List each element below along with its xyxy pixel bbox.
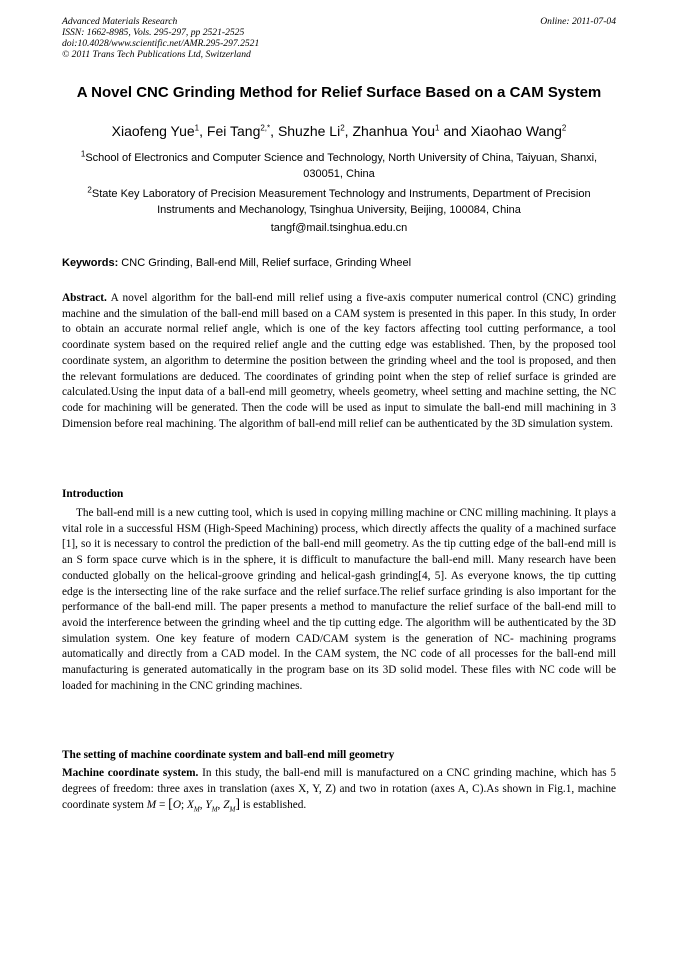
copyright-line: © 2011 Trans Tech Publications Ltd, Switzerland	[62, 49, 251, 60]
doi-line: doi:10.4028/www.scientific.net/AMR.295-297.2521	[62, 38, 260, 49]
abstract-label: Abstract.	[62, 292, 107, 304]
abstract	[62, 291, 616, 432]
affiliation-1: $^1$School of Electronics and Computer Science and Technology, North University of China, Taiyuan, Shanxi, 030051, China	[80, 149, 598, 180]
machine-coordinate-paragraph: Machine coordinate system. In this study, the ball-end mill is manufactured on a CNC grinding machine, which has 5 degrees of freedom: three axes in translation (axes X, Y, Z) and two in rotation (axes A, C).As shown in Fig.1, machine coordinate system M = [O; $X_M$, $Y_M$, $Z_M$] is established.	[62, 767, 616, 814]
introduction-heading: Introduction	[62, 488, 124, 500]
setting-heading: The setting of machine coordinate system and ball-end mill geometry	[62, 749, 395, 761]
author: Shuzhe Li$^2$,	[277, 123, 353, 139]
corresponding-email[interactable]: tangf@mail.tsinghua.edu.cn	[270, 222, 408, 234]
author: Zhanhua You$^1$ and	[352, 123, 471, 139]
keywords-text: CNC Grinding, Ball-end Mill, Relief surface, Grinding Wheel	[118, 257, 412, 269]
online-date: Online: 2011-07-04	[540, 16, 616, 27]
paper-title: A Novel CNC Grinding Method for Relief Surface Based on a CAM System	[76, 84, 602, 101]
journal-header	[62, 16, 616, 60]
author: Fei Tang$^{2,*}$,	[206, 123, 278, 139]
author-list	[62, 122, 616, 140]
journal-name: Advanced Materials Research	[62, 16, 178, 27]
machine-coordinate-label: Machine coordinate system.	[62, 767, 199, 779]
keywords-label: Keywords:	[62, 257, 119, 269]
author: Xiaohao Wang$^2$	[470, 123, 567, 139]
author: Xiaofeng Yue$^1$,	[111, 123, 207, 139]
machine-coordinate-equation: M = [O; $X_M$, $Y_M$, $Z_M$]	[146, 797, 240, 814]
keywords	[62, 256, 616, 270]
introduction-text: The ball-end mill is a new cutting tool, which is used in copying milling machine or CNC milling machining. It plays a vital role in a successful HSM (High-Speed Machining) process, which directly affects the quality of a machined surface [1], so it is necessary to control the prediction of the ball-end mill geometry. As the tip cutting edge of the ball-end mill is an S form space curve which is in the sphere, it is difficult to manufacture the ball-end mill. Many research have been conducted globally on the helical-groove grinding and helical-gash grinding[4, 5]. As everyone knows, the tip cutting edge is the intersecting line of the rake surface and the relief surface.The relief surface grinding is also important for the performance of the ball-end mill. The paper presents a method to manufacture the relief surface of the ball-end mill to avoid the interference between the grinding wheel and the tip cutting edge. The algorithm will be authenticated by the 3D simulation system. One key feature of modern CAD/CAM system is the generation of NC- machining programs automatically and directly from a CAD model. In the CAM system, the NC code of all processes for the ball-end mill manufacturing is generated automatically in the program base on its 3D solid model. These files with NC code will be loaded for machining in the CNC grinding machines.	[62, 507, 616, 692]
affiliation-2: $^2$State Key Laboratory of Precision Measurement Technology and Instruments, Department of Precision Instruments and Mechanology, Tsinghua University, Beijing, 100084, China	[87, 185, 591, 216]
abstract-text: A novel algorithm for the ball-end mill relief using a five-axis computer numerical control (CNC) grinding machine and the simulation of the ball-end mill based on a CAM system is presented in this paper. In this study, In order to obtain an accurate normal relief angle, which is one of the key factors affecting tool cutting performance, a tool coordinate system based on the required relief angle and the cutting edge was established. Then, by the proposed tool coordinate system, an algorithm to determine the position between the grinding wheel and the tool is proposed, and then the relevant formulations are deduced. The coordinates of grinding point when the step of relief surface is grinded are calculated.Using the input data of a ball-end mill geometry, wheels geometry, wheel setting and machine setting, the NC code for machining will be generated. Then the code will be used as input to simulate the ball-end mill machining in 3 Dimension before real machining. The algorithm of ball-end mill relief can be authenticated by the 3D simulation system.	[62, 292, 616, 430]
issn-line: ISSN: 1662-8985, Vols. 295-297, pp 2521-2525	[62, 27, 245, 38]
